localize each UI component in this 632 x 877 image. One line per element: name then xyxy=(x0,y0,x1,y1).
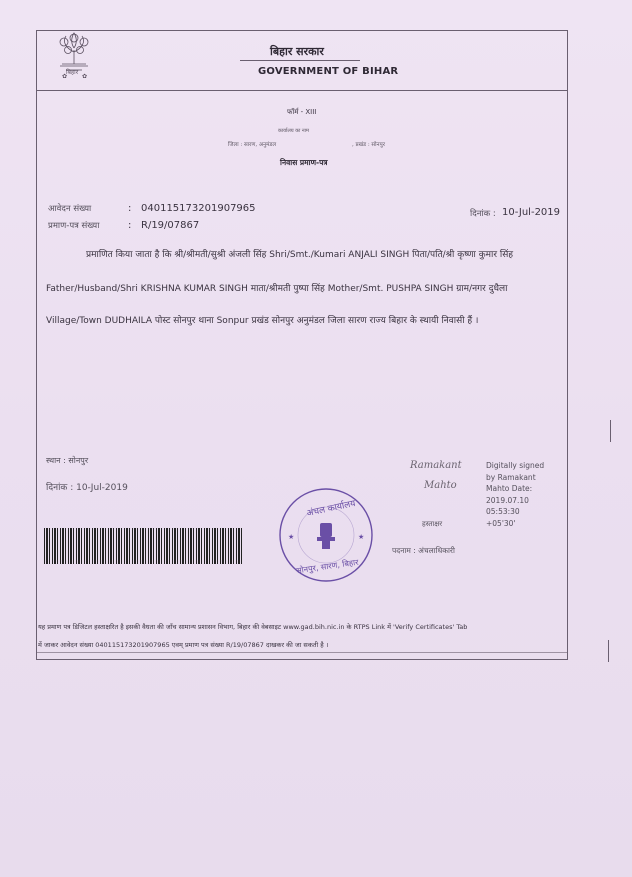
footer-divider xyxy=(36,652,568,653)
digital-signature-line: Digitally signed xyxy=(486,461,545,470)
signatory-name-line-1: Ramakant xyxy=(410,460,462,471)
digital-signature-line: +05'30' xyxy=(486,518,516,528)
digital-signature-line: Mahto Date: xyxy=(486,484,533,493)
application-number-label: आवेदन संख्या xyxy=(48,204,92,214)
signature-label: हस्ताक्षर xyxy=(422,520,443,528)
title-underline xyxy=(240,60,360,61)
block-line: , प्रखंड : सोनपुर xyxy=(352,142,385,148)
digital-signature-block xyxy=(486,460,556,529)
government-title-english: GOVERNMENT OF BIHAR xyxy=(258,66,399,77)
seal-text-top: अंचल कार्यालय xyxy=(305,498,357,520)
certificate-body-line-2: Father/Husband/Shri KRISHNA KUMAR SINGH माता/श्रीमती पुष्पा सिंह Mother/Smt. PUSHPA SINGH ग्राम/नगर दुधैला xyxy=(46,284,508,294)
barcode xyxy=(44,528,244,564)
verification-note-line-2: में जाकर आवेदन संख्या 040115173201907965 एवम् प्रमाण पत्र संख्या R/19/07867 दाखकर की जा सकती है । xyxy=(38,641,329,649)
application-number-value: 040115173201907965 xyxy=(141,203,256,214)
date-label: दिनांक : xyxy=(470,209,496,219)
verification-note-line-1: यह प्रमाण पत्र डिजिटल हस्ताक्षरित है इसकी वैधता की जाँच सामान्य प्रशासन विभाग, बिहार की वेबसाइट www.gad.bih.nic.in के RTPS Link में 'Verify Certificates' Tab xyxy=(38,623,468,631)
certificate-title: निवास प्रमाण-पत्र xyxy=(280,158,328,167)
government-title-hindi: बिहार सरकार xyxy=(270,45,324,58)
digital-signature-line: 05:53:30 xyxy=(486,507,520,516)
application-colon: : xyxy=(128,203,132,214)
digital-signature-line: by Ramakant xyxy=(486,472,536,482)
office-name: कार्यालय का नाम xyxy=(278,128,309,134)
svg-text:✿: ✿ xyxy=(82,73,88,80)
certificate-number-value: R/19/07867 xyxy=(141,220,200,231)
form-number: फॉर्म - XIII xyxy=(287,108,317,116)
certificate-body-line-1: प्रमाणित किया जाता है कि श्री/श्रीमती/सुश्री अंजली सिंह Shri/Smt./Kumari ANJALI SINGH पिता/पति/श्री कृष्णा कुमार सिंह xyxy=(86,250,514,260)
svg-text:★: ★ xyxy=(288,533,295,541)
header-divider xyxy=(36,90,568,91)
edge-mark xyxy=(610,420,611,442)
date-value: 10-Jul-2019 xyxy=(502,207,561,218)
certificate-colon: : xyxy=(128,220,132,231)
digital-signature-line: 2019.07.10 xyxy=(486,495,529,505)
signatory-name-line-2: Mahto xyxy=(424,480,457,491)
emblem-text: बिहार xyxy=(66,69,79,76)
office-seal xyxy=(276,485,376,585)
bihar-emblem xyxy=(52,30,96,80)
seal-text-bottom: सोनपुर, सारण, बिहार xyxy=(295,557,360,576)
edge-mark xyxy=(608,640,609,662)
certificate-body-line-3: Village/Town DUDHAILA पोस्ट सोनपुर थाना Sonpur प्रखंड सोनपुर अनुमंडल जिला सारण राज्य बिहार के स्थायी निवासी हैं । xyxy=(46,316,479,326)
certificate-number-label: प्रमाण-पत्र संख्या xyxy=(48,221,100,231)
svg-text:★: ★ xyxy=(358,533,365,541)
place-line: स्थान : सोनपुर xyxy=(46,456,89,465)
svg-text:✿: ✿ xyxy=(62,73,68,80)
issue-date-line: दिनांक : 10-Jul-2019 xyxy=(46,483,128,493)
district-line: जिला : सारण, अनुमंडल xyxy=(228,142,277,148)
designation-line: पदनाम : अंचलाधिकारी xyxy=(392,546,455,555)
